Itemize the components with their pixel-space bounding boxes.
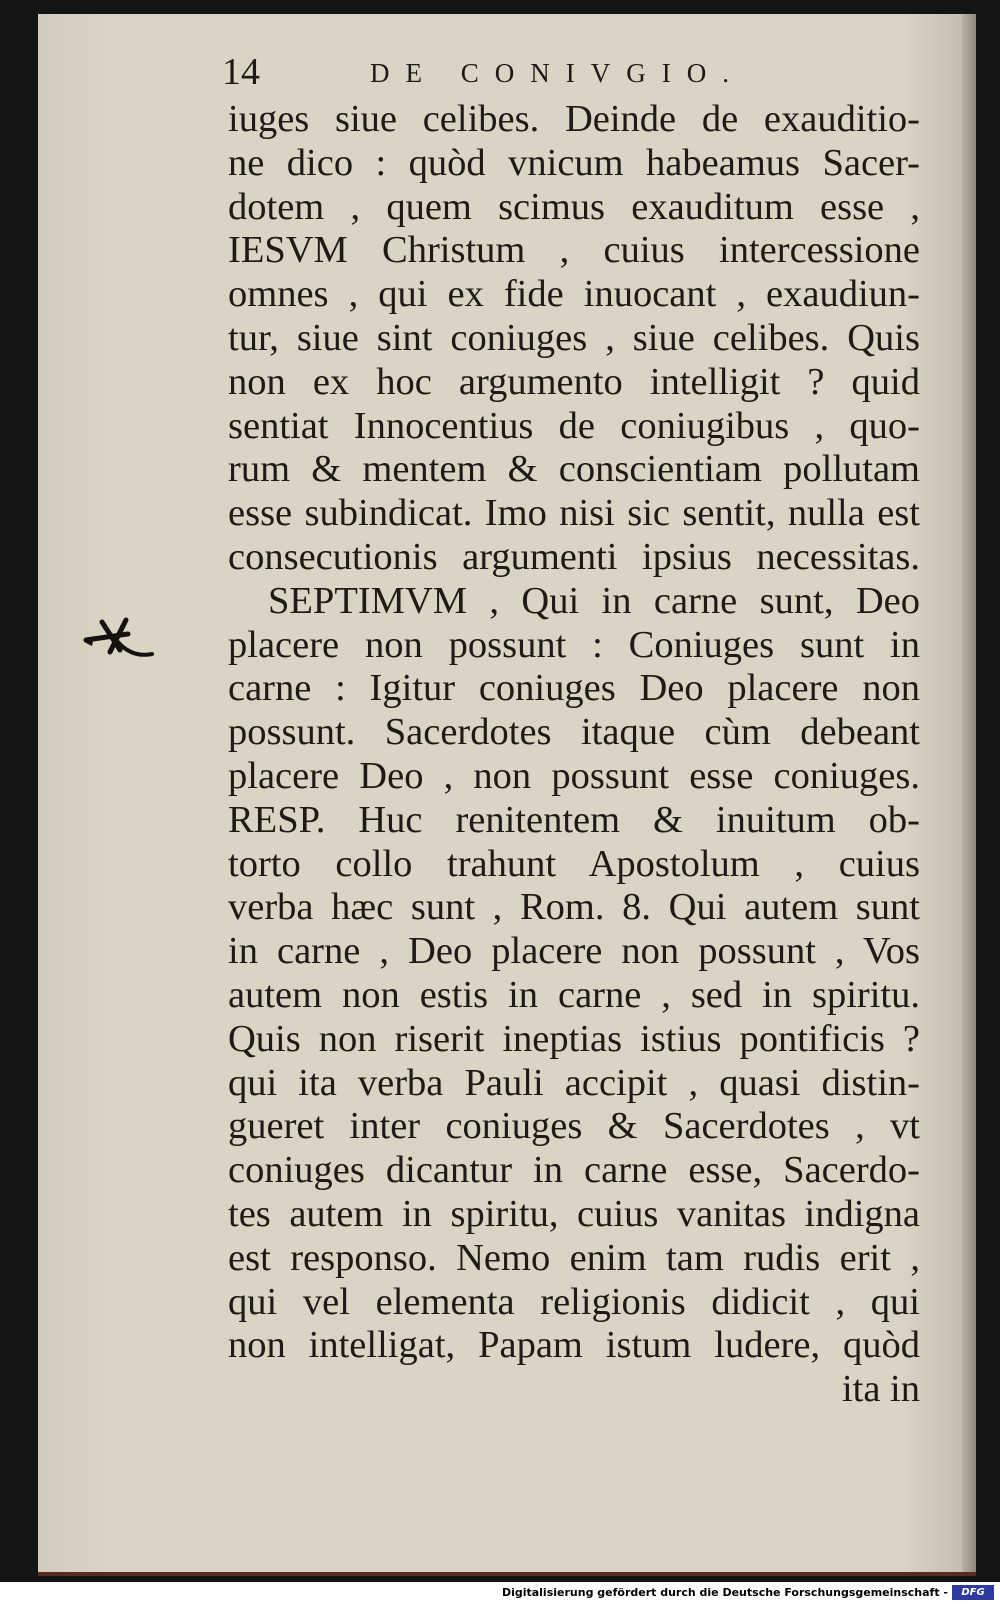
text-line: iuges siue celibes. Deinde de exauditio- — [228, 98, 920, 140]
page-bottom-rim — [38, 1572, 976, 1576]
text-line: SEPTIMVM , Qui in carne sunt, Deo — [268, 579, 920, 622]
text-line: torto collo trahunt Apostolum , cuius — [228, 842, 920, 885]
text-line: gueret inter coniuges & Sacerdotes , vt — [228, 1105, 920, 1148]
text-line: possunt. Sacerdotes itaque cùm debeant — [228, 711, 920, 754]
text-line: dotem , quem scimus exauditum esse , — [228, 185, 920, 228]
page-number: 14 — [222, 51, 260, 93]
handwritten-mark-icon — [80, 612, 160, 662]
text-line: omnes , qui ex fide inuocant , exaudiun- — [228, 273, 920, 316]
page-edge — [962, 14, 976, 1574]
body-text — [228, 98, 920, 1412]
running-title: DE CONIVGIO. — [370, 58, 745, 88]
text-line: RESP. Huc renitentem & inuitum ob- — [228, 798, 920, 841]
text-line: tes autem in spiritu, cuius vanitas indigna — [228, 1192, 920, 1235]
digitization-footer — [0, 1582, 1000, 1605]
text-line: non ex hoc argumento intelligit ? quid — [228, 360, 920, 403]
text-line: IESVM Christum , cuius intercessione — [228, 229, 920, 272]
text-line: qui vel elementa religionis didicit , qui — [228, 1280, 920, 1323]
text-line: non intelligat, Papam istum ludere, quòd — [228, 1324, 920, 1367]
text-line: placere non possunt : Coniuges sunt in — [228, 623, 920, 666]
text-line: placere Deo , non possunt esse coniuges. — [228, 754, 920, 797]
text-line: rum & mentem & conscientiam pollutam — [228, 448, 920, 491]
catchword: ita in — [841, 1368, 920, 1411]
text-line: carne : Igitur coniuges Deo placere non — [228, 667, 920, 710]
text-line: ne dico : quòd vnicum habeamus Sacer- — [228, 141, 920, 184]
text-line: est responso. Nemo enim tam rudis erit , — [228, 1236, 920, 1279]
page-header — [222, 52, 802, 92]
text-line: sentiat Innocentius de coniugibus , quo- — [228, 404, 920, 447]
text-line: coniuges dicantur in carne esse, Sacerdo- — [228, 1149, 920, 1192]
text-line: Quis non riserit ineptias istius pontificis ? — [228, 1017, 920, 1060]
text-line: autem non estis in carne , sed in spiritu. — [228, 973, 920, 1016]
text-line: qui ita verba Pauli accipit , quasi distin- — [228, 1061, 920, 1104]
text-line: esse subindicat. Imo nisi sic sentit, nulla est — [228, 492, 920, 535]
text-line: in carne , Deo placere non possunt , Vos — [228, 930, 920, 973]
dfg-logo-icon: DFG — [952, 1585, 994, 1600]
funding-notice: Digitalisierung gefördert durch die Deutsche Forschungsgemeinschaft - — [501, 1586, 948, 1599]
text-line: tur, siue sint coniuges , siue celibes. Quis — [228, 316, 920, 359]
text-line: consecutionis argumenti ipsius necessitas. — [228, 535, 920, 578]
text-line: verba hæc sunt , Rom. 8. Qui autem sunt — [228, 886, 920, 929]
